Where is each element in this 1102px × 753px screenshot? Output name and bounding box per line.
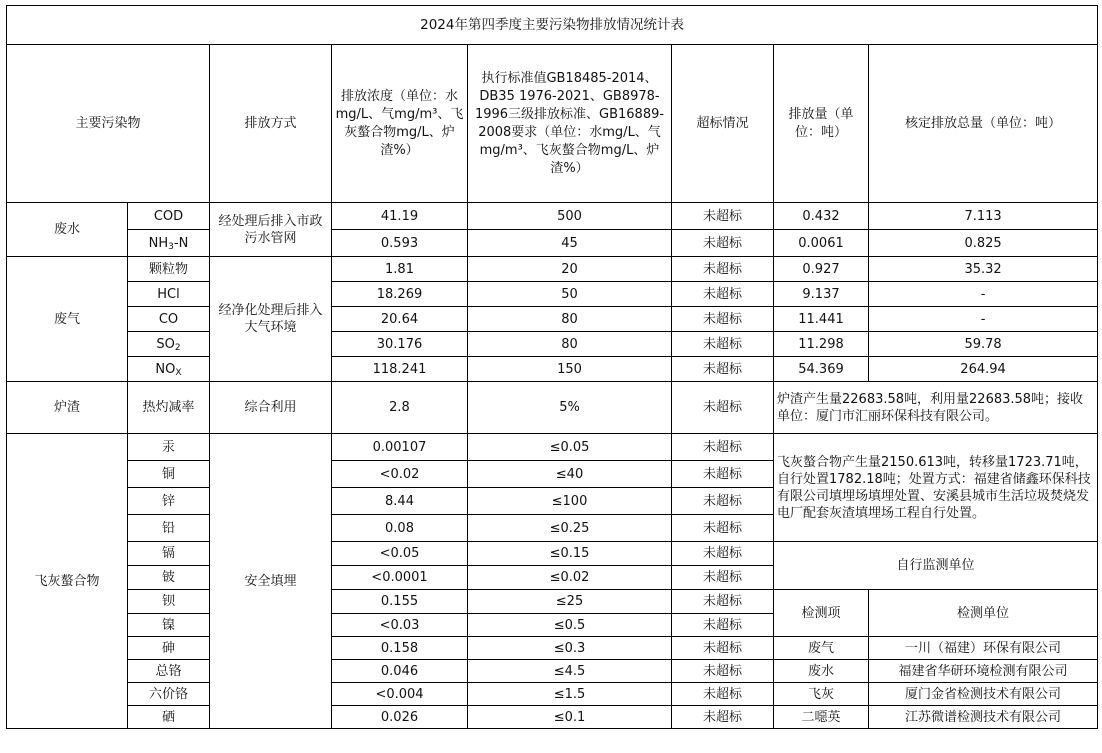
slag-note: 炉渣产生量22683.58吨，利用量22683.58吨；接收单位：厦门市汇丽环保科技有限公司。 [774, 382, 1098, 434]
item-cell: 热灼减率 [128, 382, 210, 434]
monitor-unit: 江苏微谱检测技术有限公司 [869, 706, 1098, 729]
table-row [7, 257, 1098, 282]
conc-cell: 30.176 [332, 332, 468, 357]
category-slag: 炉渣 [7, 382, 128, 434]
header-standard: 执行标准值GB18485-2014、DB35 1976-2021、GB8978-1996三级排放标准、GB16889-2008要求（单位：水mg/L、气mg/m³、飞灰螯合物mg/L、炉渣%） [468, 45, 672, 203]
total-cell: - [869, 307, 1098, 332]
emission-table [6, 5, 1098, 729]
item-cell: $NH_3-N$ [128, 230, 210, 257]
conc-cell: 0.00107 [332, 434, 468, 461]
std-cell: ≤40 [468, 461, 672, 488]
table-row [7, 332, 1098, 357]
std-cell: 500 [468, 203, 672, 230]
table-row [7, 590, 1098, 614]
header-total: 核定排放总量（单位：吨） [869, 45, 1098, 203]
item-cell: 六价铬 [128, 683, 210, 706]
conc-cell: 2.8 [332, 382, 468, 434]
item-cell: 硒 [128, 706, 210, 729]
conc-cell: 18.269 [332, 282, 468, 307]
item-cell: HCl [128, 282, 210, 307]
exceed-cell: 未超标 [672, 230, 774, 257]
table-row [7, 203, 1098, 230]
fly-ash-note: 飞灰螯合物产生量2150.613吨，转移量1723.71吨，自行处置1782.18吨；处置方式：福建省储鑫环保科技有限公司填埋场填埋处置、安溪县城市生活垃圾焚烧发电厂配套灰渣填埋场工程自行处置。 [774, 434, 1098, 542]
item-cell: 总铬 [128, 660, 210, 683]
conc-cell: 0.155 [332, 590, 468, 614]
header-amount: 排放量（单位：吨） [774, 45, 869, 203]
exceed-cell: 未超标 [672, 282, 774, 307]
std-cell: 80 [468, 332, 672, 357]
std-cell: ≤100 [468, 488, 672, 515]
std-cell: ≤4.5 [468, 660, 672, 683]
table-row [7, 660, 1098, 683]
category-fly-ash: 飞灰螯合物 [7, 434, 128, 729]
table-row [7, 357, 1098, 382]
amount-cell: 11.298 [774, 332, 869, 357]
exceed-cell: 未超标 [672, 706, 774, 729]
amount-cell: 54.369 [774, 357, 869, 382]
conc-cell: <0.05 [332, 542, 468, 566]
std-cell: ≤1.5 [468, 683, 672, 706]
conc-cell: 118.241 [332, 357, 468, 382]
monitor-header-unit: 检测单位 [869, 590, 1098, 637]
conc-cell: 0.158 [332, 637, 468, 660]
table-row [7, 307, 1098, 332]
header-pollutant: 主要污染物 [7, 45, 210, 203]
item-cell: 镉 [128, 542, 210, 566]
category-gas: 废气 [7, 257, 128, 382]
conc-cell: <0.02 [332, 461, 468, 488]
std-cell: ≤0.5 [468, 614, 672, 637]
table-row [7, 706, 1098, 729]
std-cell: ≤0.3 [468, 637, 672, 660]
monitor-unit: 一川（福建）环保有限公司 [869, 637, 1098, 660]
std-cell: ≤0.25 [468, 515, 672, 542]
total-cell: - [869, 282, 1098, 307]
table-title: 2024年第四季度主要污染物排放情况统计表 [7, 6, 1098, 45]
total-cell: 0.825 [869, 230, 1098, 257]
method-water: 经处理后排入市政污水管网 [210, 203, 332, 257]
std-cell: 150 [468, 357, 672, 382]
item-cell: 铅 [128, 515, 210, 542]
monitor-header-item: 检测项 [774, 590, 869, 637]
header-concentration: 排放浓度（单位：水mg/L、气mg/m³、飞灰螯合物mg/L、炉渣%） [332, 45, 468, 203]
std-cell: 45 [468, 230, 672, 257]
method-slag: 综合利用 [210, 382, 332, 434]
exceed-cell: 未超标 [672, 461, 774, 488]
conc-cell: 0.08 [332, 515, 468, 542]
conc-cell: 1.81 [332, 257, 468, 282]
item-cell: 锌 [128, 488, 210, 515]
std-cell: 5% [468, 382, 672, 434]
std-cell: 20 [468, 257, 672, 282]
category-water: 废水 [7, 203, 128, 257]
conc-cell: 0.026 [332, 706, 468, 729]
table-row [7, 282, 1098, 307]
item-cell: 镍 [128, 614, 210, 637]
amount-cell: 0.0061 [774, 230, 869, 257]
amount-cell: 0.432 [774, 203, 869, 230]
conc-cell: <0.004 [332, 683, 468, 706]
total-cell: 59.78 [869, 332, 1098, 357]
conc-cell: 8.44 [332, 488, 468, 515]
amount-cell: 11.441 [774, 307, 869, 332]
header-exceed: 超标情况 [672, 45, 774, 203]
amount-cell: 9.137 [774, 282, 869, 307]
exceed-cell: 未超标 [672, 590, 774, 614]
table-row [7, 683, 1098, 706]
exceed-cell: 未超标 [672, 488, 774, 515]
item-cell: 汞 [128, 434, 210, 461]
method-fly-ash: 安全填埋 [210, 434, 332, 729]
std-cell: 50 [468, 282, 672, 307]
std-cell: ≤0.05 [468, 434, 672, 461]
conc-cell: 0.046 [332, 660, 468, 683]
table-row [7, 542, 1098, 566]
conc-cell: 20.64 [332, 307, 468, 332]
item-cell: $SO_2$ [128, 332, 210, 357]
std-cell: ≤0.1 [468, 706, 672, 729]
conc-cell: 41.19 [332, 203, 468, 230]
table-row [7, 382, 1098, 434]
exceed-cell: 未超标 [672, 257, 774, 282]
item-cell: 颗粒物 [128, 257, 210, 282]
item-cell: 铍 [128, 566, 210, 590]
method-gas: 经净化处理后排入大气环境 [210, 257, 332, 382]
conc-cell: <0.03 [332, 614, 468, 637]
item-cell: 钡 [128, 590, 210, 614]
std-cell: ≤0.15 [468, 542, 672, 566]
exceed-cell: 未超标 [672, 203, 774, 230]
std-cell: ≤0.02 [468, 566, 672, 590]
total-cell: 35.32 [869, 257, 1098, 282]
exceed-cell: 未超标 [672, 515, 774, 542]
table-row [7, 434, 1098, 461]
monitor-unit: 福建省华研环境检测有限公司 [869, 660, 1098, 683]
monitor-item: 废水 [774, 660, 869, 683]
monitor-item: 二噁英 [774, 706, 869, 729]
item-cell: $NO_X$ [128, 357, 210, 382]
item-cell: COD [128, 203, 210, 230]
exceed-cell: 未超标 [672, 660, 774, 683]
item-cell: 铜 [128, 461, 210, 488]
std-cell: ≤25 [468, 590, 672, 614]
monitor-item: 废气 [774, 637, 869, 660]
conc-cell: <0.0001 [332, 566, 468, 590]
exceed-cell: 未超标 [672, 614, 774, 637]
exceed-cell: 未超标 [672, 566, 774, 590]
exceed-cell: 未超标 [672, 542, 774, 566]
table-row [7, 637, 1098, 660]
header-method: 排放方式 [210, 45, 332, 203]
conc-cell: 0.593 [332, 230, 468, 257]
exceed-cell: 未超标 [672, 332, 774, 357]
table-row [7, 230, 1098, 257]
std-cell: 80 [468, 307, 672, 332]
exceed-cell: 未超标 [672, 382, 774, 434]
total-cell: 264.94 [869, 357, 1098, 382]
monitor-title: 自行监测单位 [774, 542, 1098, 590]
exceed-cell: 未超标 [672, 637, 774, 660]
exceed-cell: 未超标 [672, 434, 774, 461]
total-cell: 7.113 [869, 203, 1098, 230]
item-cell: 砷 [128, 637, 210, 660]
item-cell: CO [128, 307, 210, 332]
monitor-unit: 厦门金省检测技术有限公司 [869, 683, 1098, 706]
monitor-item: 飞灰 [774, 683, 869, 706]
amount-cell: 0.927 [774, 257, 869, 282]
exceed-cell: 未超标 [672, 307, 774, 332]
exceed-cell: 未超标 [672, 357, 774, 382]
exceed-cell: 未超标 [672, 683, 774, 706]
